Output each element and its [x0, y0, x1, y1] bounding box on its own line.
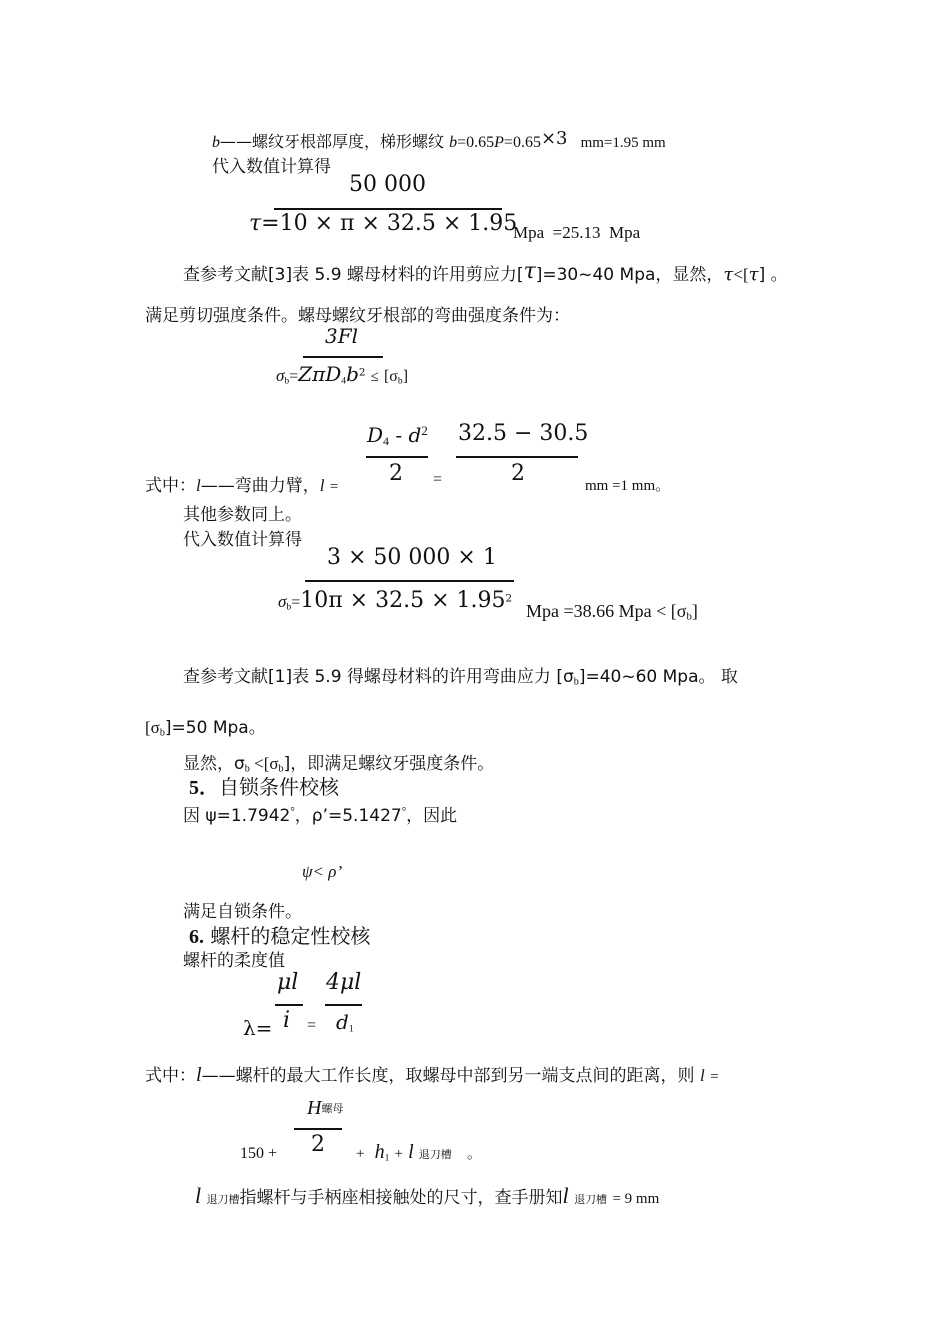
sigma-calc-line — [278, 588, 512, 613]
tau-value: =25.13 — [552, 223, 601, 242]
l-groove3: l — [562, 1183, 569, 1208]
section-title-6: 螺杆的稳定性校核 — [210, 924, 371, 948]
sigma-calc-denominator: 10π × 32.5 × 1.95 — [300, 588, 506, 613]
section-title-5: 自锁条件校核 — [219, 775, 339, 799]
text-bending-ref: 查参考文献[1]表 5.9 得螺母材料的许用弯曲应力 [σ — [183, 667, 574, 687]
lf-end: 。 — [467, 1144, 483, 1162]
sub-b4: b — [278, 763, 284, 775]
l-bar2 — [456, 456, 578, 458]
line-length-def — [145, 1061, 719, 1087]
line-thread-thickness — [212, 128, 666, 152]
l-groove: l — [408, 1141, 414, 1163]
text-open: [σ — [145, 718, 160, 737]
tau-unit2: Mpa — [609, 223, 641, 242]
plus2: + — [394, 1146, 403, 1162]
sigma-eq: = — [289, 368, 299, 385]
times-sign: × — [540, 128, 557, 149]
plus1: + — [356, 1146, 365, 1162]
rhs-open: [σ — [383, 368, 398, 385]
groove-value: = 9 mm — [612, 1191, 660, 1207]
text-slenderness: 螺杆的柔度值 — [183, 951, 285, 971]
lambda-den1: i — [283, 1008, 291, 1033]
sym-tau3: τ — [748, 264, 759, 285]
text-substitute: 代入数值计算得 — [212, 157, 331, 177]
sigma-cond-bar — [303, 356, 383, 358]
sigma-calc-sup: 2 — [505, 592, 513, 605]
l-den2: 2 — [511, 461, 525, 486]
eq-sign: = — [329, 479, 339, 495]
text-end: ] 。 — [758, 265, 788, 285]
den-sup2: 2 — [358, 366, 366, 379]
rhs-close: ] — [402, 368, 409, 385]
l-groove3-sub: 退刀槽 — [574, 1193, 608, 1206]
sym-tau: τ — [523, 259, 536, 284]
lf-den: 2 — [311, 1132, 325, 1157]
l-groove2: l — [195, 1183, 202, 1208]
var-b: b — [212, 134, 220, 151]
section-heading-5 — [189, 771, 339, 800]
den-sub4: 4 — [341, 375, 347, 387]
text-obviously: 显然，σ — [183, 754, 245, 774]
le-sign: ≤ — [370, 369, 379, 385]
lf-rest — [356, 1141, 482, 1164]
sigma-result-close: ] — [691, 601, 698, 621]
var-l2: l — [319, 476, 325, 495]
text-substitute2: 代入数值计算得 — [183, 530, 302, 550]
sym-lt: <[ — [733, 265, 749, 284]
minus-d: - d — [389, 423, 422, 448]
D: D — [367, 423, 384, 448]
sigma-cond-line — [276, 362, 408, 386]
prefix: 式中： — [145, 476, 196, 496]
prefix2: 式中： — [145, 1066, 196, 1086]
l-unit: mm =1 mm。 — [585, 478, 671, 494]
l-groove-sub: 退刀槽 — [418, 1148, 452, 1161]
tau-denominator: 10 × π × 32.5 × 1.95 — [279, 211, 518, 236]
H: H — [307, 1097, 322, 1119]
text-length-def: ——螺杆的最大工作长度，取螺母中部到另一端支点间的距离，则 — [201, 1066, 695, 1086]
tau-lhs: τ= — [249, 211, 280, 236]
l-bar1 — [366, 456, 428, 458]
value-065b: =0.65 — [503, 134, 541, 151]
h1: h — [374, 1141, 385, 1163]
lambda-lhs: λ= — [243, 1016, 273, 1040]
lambda-eq: = — [307, 1017, 317, 1034]
l-num1 — [367, 423, 428, 449]
sigma-result-sub: b — [686, 610, 692, 623]
line-shear-ref — [183, 259, 788, 285]
line-chosen-value — [145, 713, 266, 739]
text-shear-range: ]=30~40 Mpa，显然， — [535, 265, 724, 285]
rhs-sub: b — [397, 375, 403, 387]
var-P: P — [494, 134, 504, 151]
text-bending-range: ]=40~60 Mpa。 取 — [578, 667, 738, 687]
deg2: ° — [401, 805, 407, 818]
ineq-psi-rho: ψ< ρ’ — [302, 862, 343, 881]
d-sup: 2 — [421, 423, 428, 438]
lf-prefix: 150 + — [240, 1145, 278, 1162]
section-num-6: 6. — [189, 926, 204, 948]
l-den1: 2 — [389, 461, 403, 486]
eq-sign2: = — [710, 1069, 719, 1085]
sigma-calc-bar — [305, 580, 514, 582]
sym-tau2: τ — [723, 264, 734, 285]
sigma-sub: b — [284, 375, 290, 387]
sigma-cond-numerator: 3Fl — [325, 324, 358, 348]
text-shear-ref: 查参考文献[3]表 5.9 螺母材料的许用剪应力[ — [183, 265, 524, 285]
den-ZpiD: ZπD — [298, 362, 342, 386]
sigma-calc-sub: b — [286, 601, 292, 613]
h1-sub: 1 — [384, 1152, 390, 1164]
line-groove-def — [195, 1183, 659, 1209]
lambda-num2: 4μl — [326, 970, 362, 995]
sigma-calc-eq: = — [291, 594, 301, 611]
line-angles — [183, 801, 457, 826]
lf-bar — [294, 1128, 342, 1130]
text-ok: ]，即满足螺纹牙强度条件。 — [283, 754, 495, 774]
sigma-calc-numerator: 3 × 50 000 × 1 — [327, 545, 497, 570]
text-shear-ok: 满足剪切强度条件。螺母螺纹牙根部的弯曲强度条件为： — [145, 306, 570, 326]
sub-b3: b — [244, 763, 250, 775]
text-psi: 因 ψ=1.7942 — [183, 806, 291, 826]
lf-num — [307, 1097, 343, 1120]
result-195: mm=1.95 mm — [580, 135, 666, 151]
var-l4: l — [699, 1066, 705, 1085]
D-sub: 4 — [383, 434, 390, 449]
sigma-sym: σ — [276, 366, 285, 385]
line-bending-ref — [183, 662, 738, 688]
sub-b2: b — [159, 727, 165, 739]
sub-b: b — [573, 676, 579, 688]
section-num-5: 5． — [189, 777, 219, 799]
var-l3: l — [196, 1064, 202, 1086]
tau-unit1: Mpa — [513, 223, 545, 242]
text-thread-thickness: ——螺纹牙根部厚度，梯形螺纹 — [220, 132, 445, 151]
deg1: ° — [290, 805, 295, 818]
section-heading-6 — [189, 920, 370, 949]
lambda-num1: μl — [277, 970, 299, 995]
sigma-result-text: Mpa =38.66 Mpa < [σ — [526, 601, 687, 621]
text-arm: ——弯曲力臂， — [200, 476, 320, 496]
lambda-bar2 — [325, 1004, 362, 1006]
text-groove-def: 指螺杆与手柄座相接触处的尺寸，查手册知 — [239, 1188, 563, 1208]
line-l-def — [145, 471, 338, 496]
lambda-d-sub: 1 — [348, 1023, 354, 1035]
sigma-calc-sym: σ — [278, 592, 287, 611]
l-eq2: = — [433, 471, 443, 488]
value-3: 3 — [556, 128, 568, 149]
value-065: =0.65 — [457, 134, 495, 151]
var-b2: b — [449, 134, 458, 151]
text-self-lock-ok: 满足自锁条件。 — [183, 902, 302, 922]
text-therefore: ，因此 — [406, 806, 458, 826]
text-same-params: 其他参数同上。 — [183, 505, 302, 525]
H-sub: 螺母 — [321, 1102, 344, 1115]
lambda-den2 — [336, 1010, 354, 1034]
l-num2: 32.5 − 30.5 — [458, 421, 589, 446]
text-lt: <[σ — [249, 754, 279, 773]
text-rho: ，ρ’=5.1427 — [294, 806, 402, 826]
l-groove2-sub: 退刀槽 — [206, 1193, 240, 1206]
text-50: ]=50 Mpa。 — [164, 718, 266, 738]
tau-numerator: 50 000 — [349, 172, 426, 197]
tau-denominator-line — [249, 211, 517, 236]
var-l: l — [196, 476, 201, 495]
lambda-bar1 — [275, 1004, 303, 1006]
tau-result — [513, 223, 640, 243]
lambda-d: d — [336, 1010, 349, 1034]
tau-fraction-bar — [274, 208, 502, 210]
sigma-calc-result — [526, 601, 698, 623]
den-b: b — [346, 362, 359, 386]
